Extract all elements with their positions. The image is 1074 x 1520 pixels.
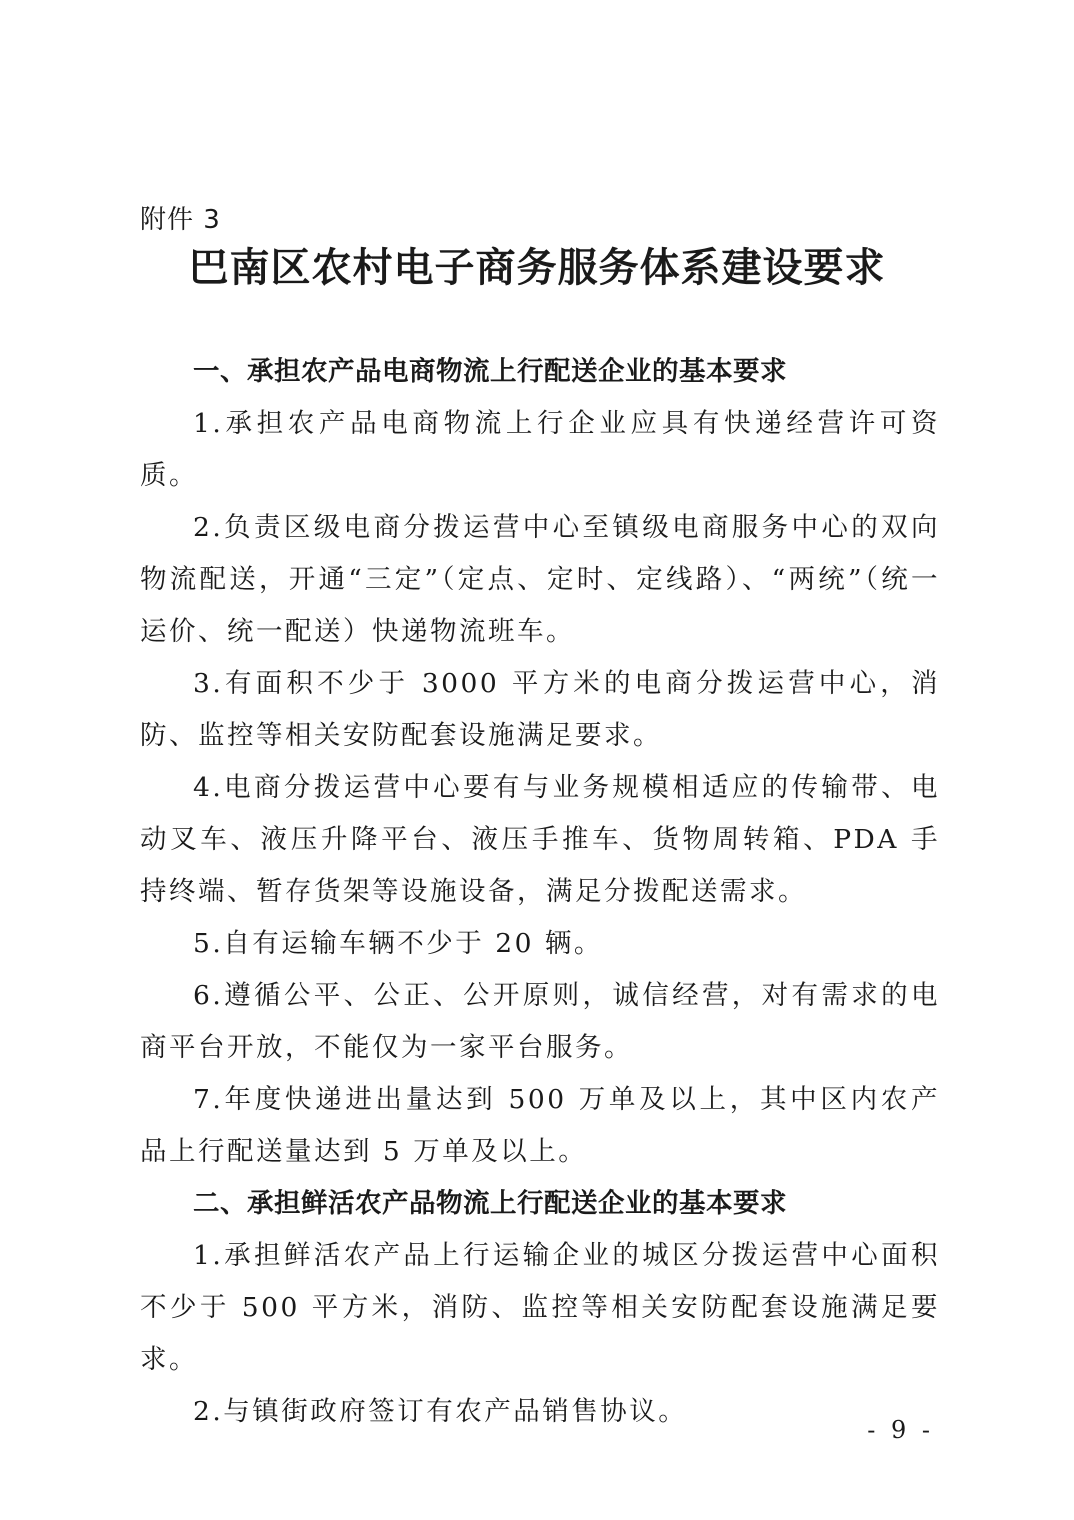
paragraph-1-2: 2.负责区级电商分拨运营中心至镇级电商服务中心的双向物流配送，开通“三定”（定点、定时、定线路）、“两统”（统一运价、统一配送）快递物流班车。 <box>140 512 940 647</box>
page-number: - 9 - <box>867 1416 934 1444</box>
section-heading-1: 一、承担农产品电商物流上行配送企业的基本要求 <box>193 356 787 387</box>
paragraph-1-6: 6.遵循公平、公正、公开原则，诚信经营，对有需求的电商平台开放，不能仅为一家平台服务。 <box>140 980 940 1063</box>
paragraph-2-1: 1.承担鲜活农产品上行运输企业的城区分拨运营中心面积不少于 500 平方米，消防、监控等相关安防配套设施满足要求。 <box>140 1240 940 1375</box>
paragraph-1-4: 4.电商分拨运营中心要有与业务规模相适应的传输带、电动叉车、液压升降平台、液压手推车、货物周转箱、PDA 手持终端、暂存货架等设施设备，满足分拨配送需求。 <box>140 772 940 907</box>
paragraph-1-3: 3.有面积不少于 3000 平方米的电商分拨运营中心，消防、监控等相关安防配套设施满足要求。 <box>140 668 940 751</box>
paragraph-2-2: 2.与镇街政府签订有农产品销售协议。 <box>193 1396 688 1427</box>
paragraph-1-7: 7.年度快递进出量达到 500 万单及以上，其中区内农产品上行配送量达到 5 万单及以上。 <box>140 1084 940 1167</box>
document-title: 巴南区农村电子商务服务体系建设要求 <box>188 245 886 291</box>
section-heading-2: 二、承担鲜活农产品物流上行配送企业的基本要求 <box>193 1188 787 1219</box>
paragraph-1-5: 5.自有运输车辆不少于 20 辆。 <box>193 928 603 959</box>
attachment-label: 附件 3 <box>140 205 221 235</box>
document-body <box>140 346 940 1438</box>
paragraph-1-1: 1.承担农产品电商物流上行企业应具有快递经营许可资质。 <box>140 408 940 491</box>
